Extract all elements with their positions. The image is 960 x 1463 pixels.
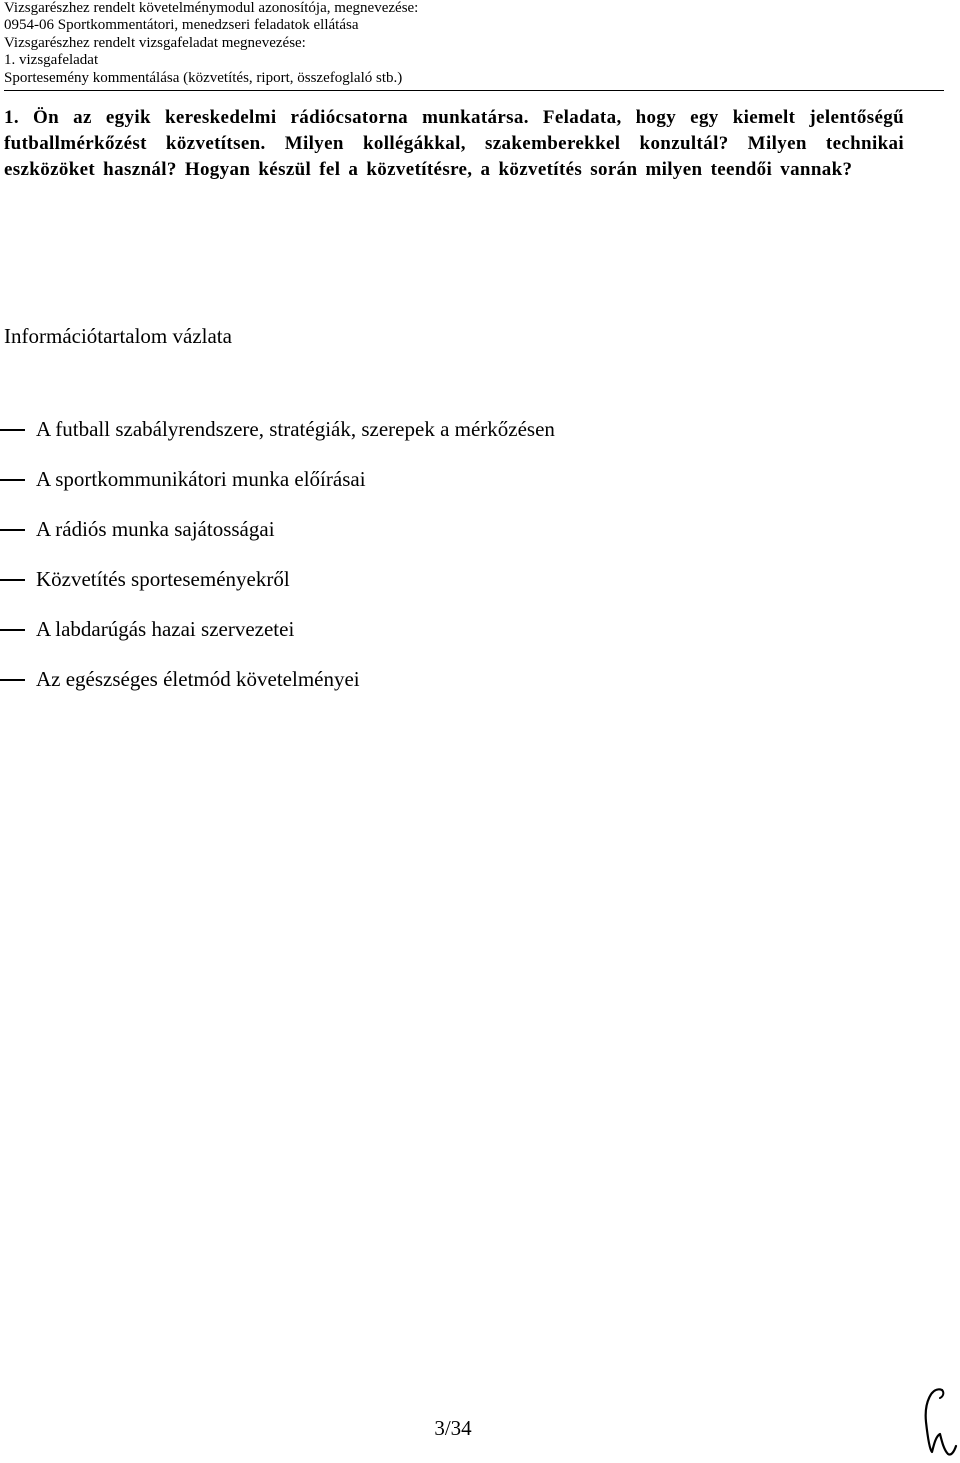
- document-header: [4, 0, 944, 91]
- header-task-number: 1. vizsgafeladat: [4, 52, 99, 69]
- list-item-text: A labdarúgás hazai szervezetei: [36, 617, 295, 641]
- list-item: [0, 614, 940, 664]
- header-task-name: Sportesemény kommentálása (közvetítés, riport, összefoglaló stb.): [4, 69, 403, 86]
- header-module-label: Vizsgarészhez rendelt követelménymodul azonosítója, megnevezése:: [4, 0, 419, 16]
- dash-bullet-icon: [0, 429, 25, 431]
- task-question: 1. Ön az egyik kereskedelmi rádiócsatorna munkatársa. Feladata, hogy egy kiemelt jelentőségű futballmérkőzést közvetítsen. Milyen kollégákkal, szakemberekkel konzultál? Milyen technikai eszközöket használ? Hogyan készül fel a közvetítésre, a közvetítés során milyen teendői vannak?: [4, 107, 904, 180]
- list-item: [0, 464, 940, 514]
- list-item-text: Az egészséges életmód követelményei: [36, 667, 360, 691]
- dash-bullet-icon: [0, 629, 25, 631]
- list-item-text: A futball szabályrendszere, stratégiák, szerepek a mérkőzésen: [36, 417, 555, 441]
- header-task-label: Vizsgarészhez rendelt vizsgafeladat megnevezése:: [4, 34, 306, 51]
- list-item-text: A rádiós munka sajátosságai: [36, 517, 275, 541]
- list-item: [0, 414, 940, 464]
- list-item: [0, 564, 940, 614]
- outline-list: [0, 414, 940, 714]
- dash-bullet-icon: [0, 479, 25, 481]
- page-number: 3/34: [434, 1416, 472, 1440]
- dash-bullet-icon: [0, 579, 25, 581]
- dash-bullet-icon: [0, 529, 25, 531]
- list-item-text: Közvetítés sporteseményekről: [36, 567, 290, 591]
- handwritten-signature-icon: [918, 1384, 958, 1460]
- header-module-name: 0954-06 Sportkommentátori, menedzseri feladatok ellátása: [4, 17, 359, 34]
- outline-title: Információtartalom vázlata: [4, 324, 232, 348]
- list-item: [0, 514, 940, 564]
- dash-bullet-icon: [0, 679, 25, 681]
- list-item: [0, 664, 940, 714]
- list-item-text: A sportkommunikátori munka előírásai: [36, 467, 366, 491]
